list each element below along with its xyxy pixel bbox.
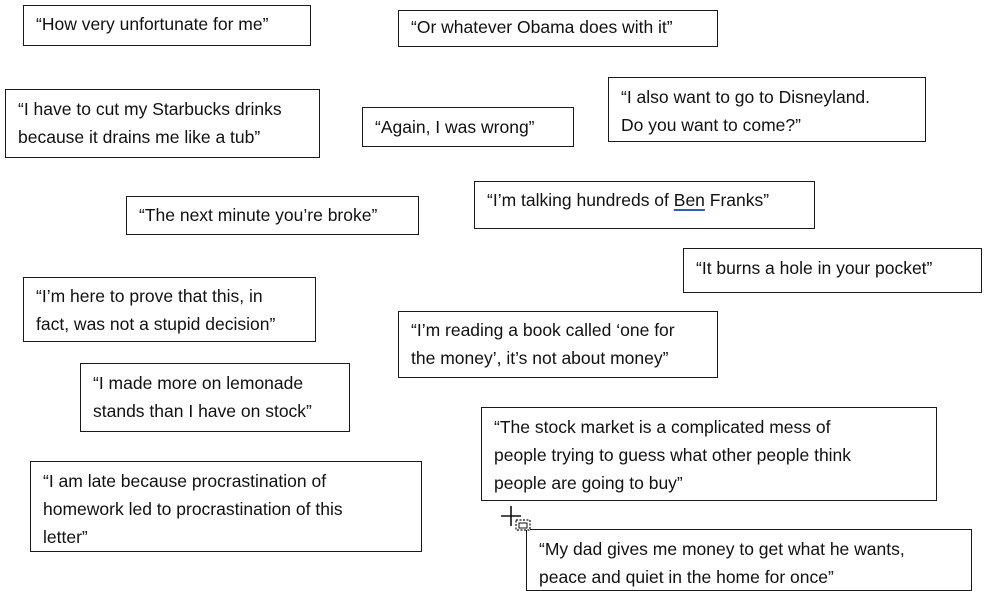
quote-text-line: homework led to procrastination of this xyxy=(43,499,343,519)
quote-text-line: “My dad gives me money to get what he wants, xyxy=(539,539,905,559)
quote-text-line: letter” xyxy=(43,527,88,547)
quote-box-ben-franks[interactable] xyxy=(474,181,815,229)
quote-text-line: “Or whatever Obama does with it” xyxy=(411,17,673,37)
quote-text-line: “I also want to go to Disneyland. xyxy=(621,87,871,107)
quote-text-line: fact, was not a stupid decision” xyxy=(36,314,276,334)
quote-text-line: “It burns a hole in your pocket” xyxy=(696,258,933,278)
quote-text-line: the money’, it’s not about money” xyxy=(411,348,669,368)
quote-box-dad-gives-money[interactable] xyxy=(526,529,972,591)
quote-box-stock-market[interactable] xyxy=(481,407,937,501)
quote-box-procrastination[interactable] xyxy=(30,461,422,552)
quote-text-line: “I’m reading a book called ‘one for xyxy=(411,320,675,340)
quote-text-line xyxy=(487,186,802,214)
quote-text-line: because it drains me like a tub” xyxy=(18,127,261,147)
spellcheck-flagged-word[interactable]: Ben xyxy=(673,190,705,210)
quote-box-again-wrong[interactable] xyxy=(362,107,574,147)
quote-box-next-minute-broke[interactable] xyxy=(126,196,419,235)
quote-box-starbucks[interactable] xyxy=(5,89,320,158)
quote-box-how-very-unfortunate[interactable] xyxy=(23,5,311,46)
quote-text-line: people trying to guess what other people think xyxy=(494,445,852,465)
quote-box-disneyland[interactable] xyxy=(608,77,926,142)
quote-text-line: “The stock market is a complicated mess of xyxy=(494,417,831,437)
quote-text-line: “Again, I was wrong” xyxy=(375,117,535,137)
quote-box-burns-hole[interactable] xyxy=(683,248,982,293)
quote-box-one-for-the-money[interactable] xyxy=(398,311,718,378)
quote-text-segment: “I’m talking hundreds of xyxy=(487,190,674,210)
quote-text-line: people are going to buy” xyxy=(494,473,683,493)
quote-box-prove-not-stupid[interactable] xyxy=(23,277,316,342)
quote-text-line: stands than I have on stock” xyxy=(93,401,312,421)
quote-text-line: “How very unfortunate for me” xyxy=(36,14,269,34)
quote-text-line: Do you want to come?” xyxy=(621,115,801,135)
quote-text-line: “The next minute you’re broke” xyxy=(139,205,378,225)
quote-box-obama[interactable] xyxy=(398,10,718,47)
quote-text-line: peace and quiet in the home for once” xyxy=(539,567,834,587)
quote-box-lemonade-stands[interactable] xyxy=(80,363,350,432)
quote-text-line: “I am late because procrastination of xyxy=(43,471,327,491)
quote-text-line: “I have to cut my Starbucks drinks xyxy=(18,99,282,119)
move-cursor-icon xyxy=(499,505,533,531)
quote-text-segment: Franks” xyxy=(704,190,770,210)
quote-text-line: “I’m here to prove that this, in xyxy=(36,286,263,306)
quote-text-line: “I made more on lemonade xyxy=(93,373,304,393)
